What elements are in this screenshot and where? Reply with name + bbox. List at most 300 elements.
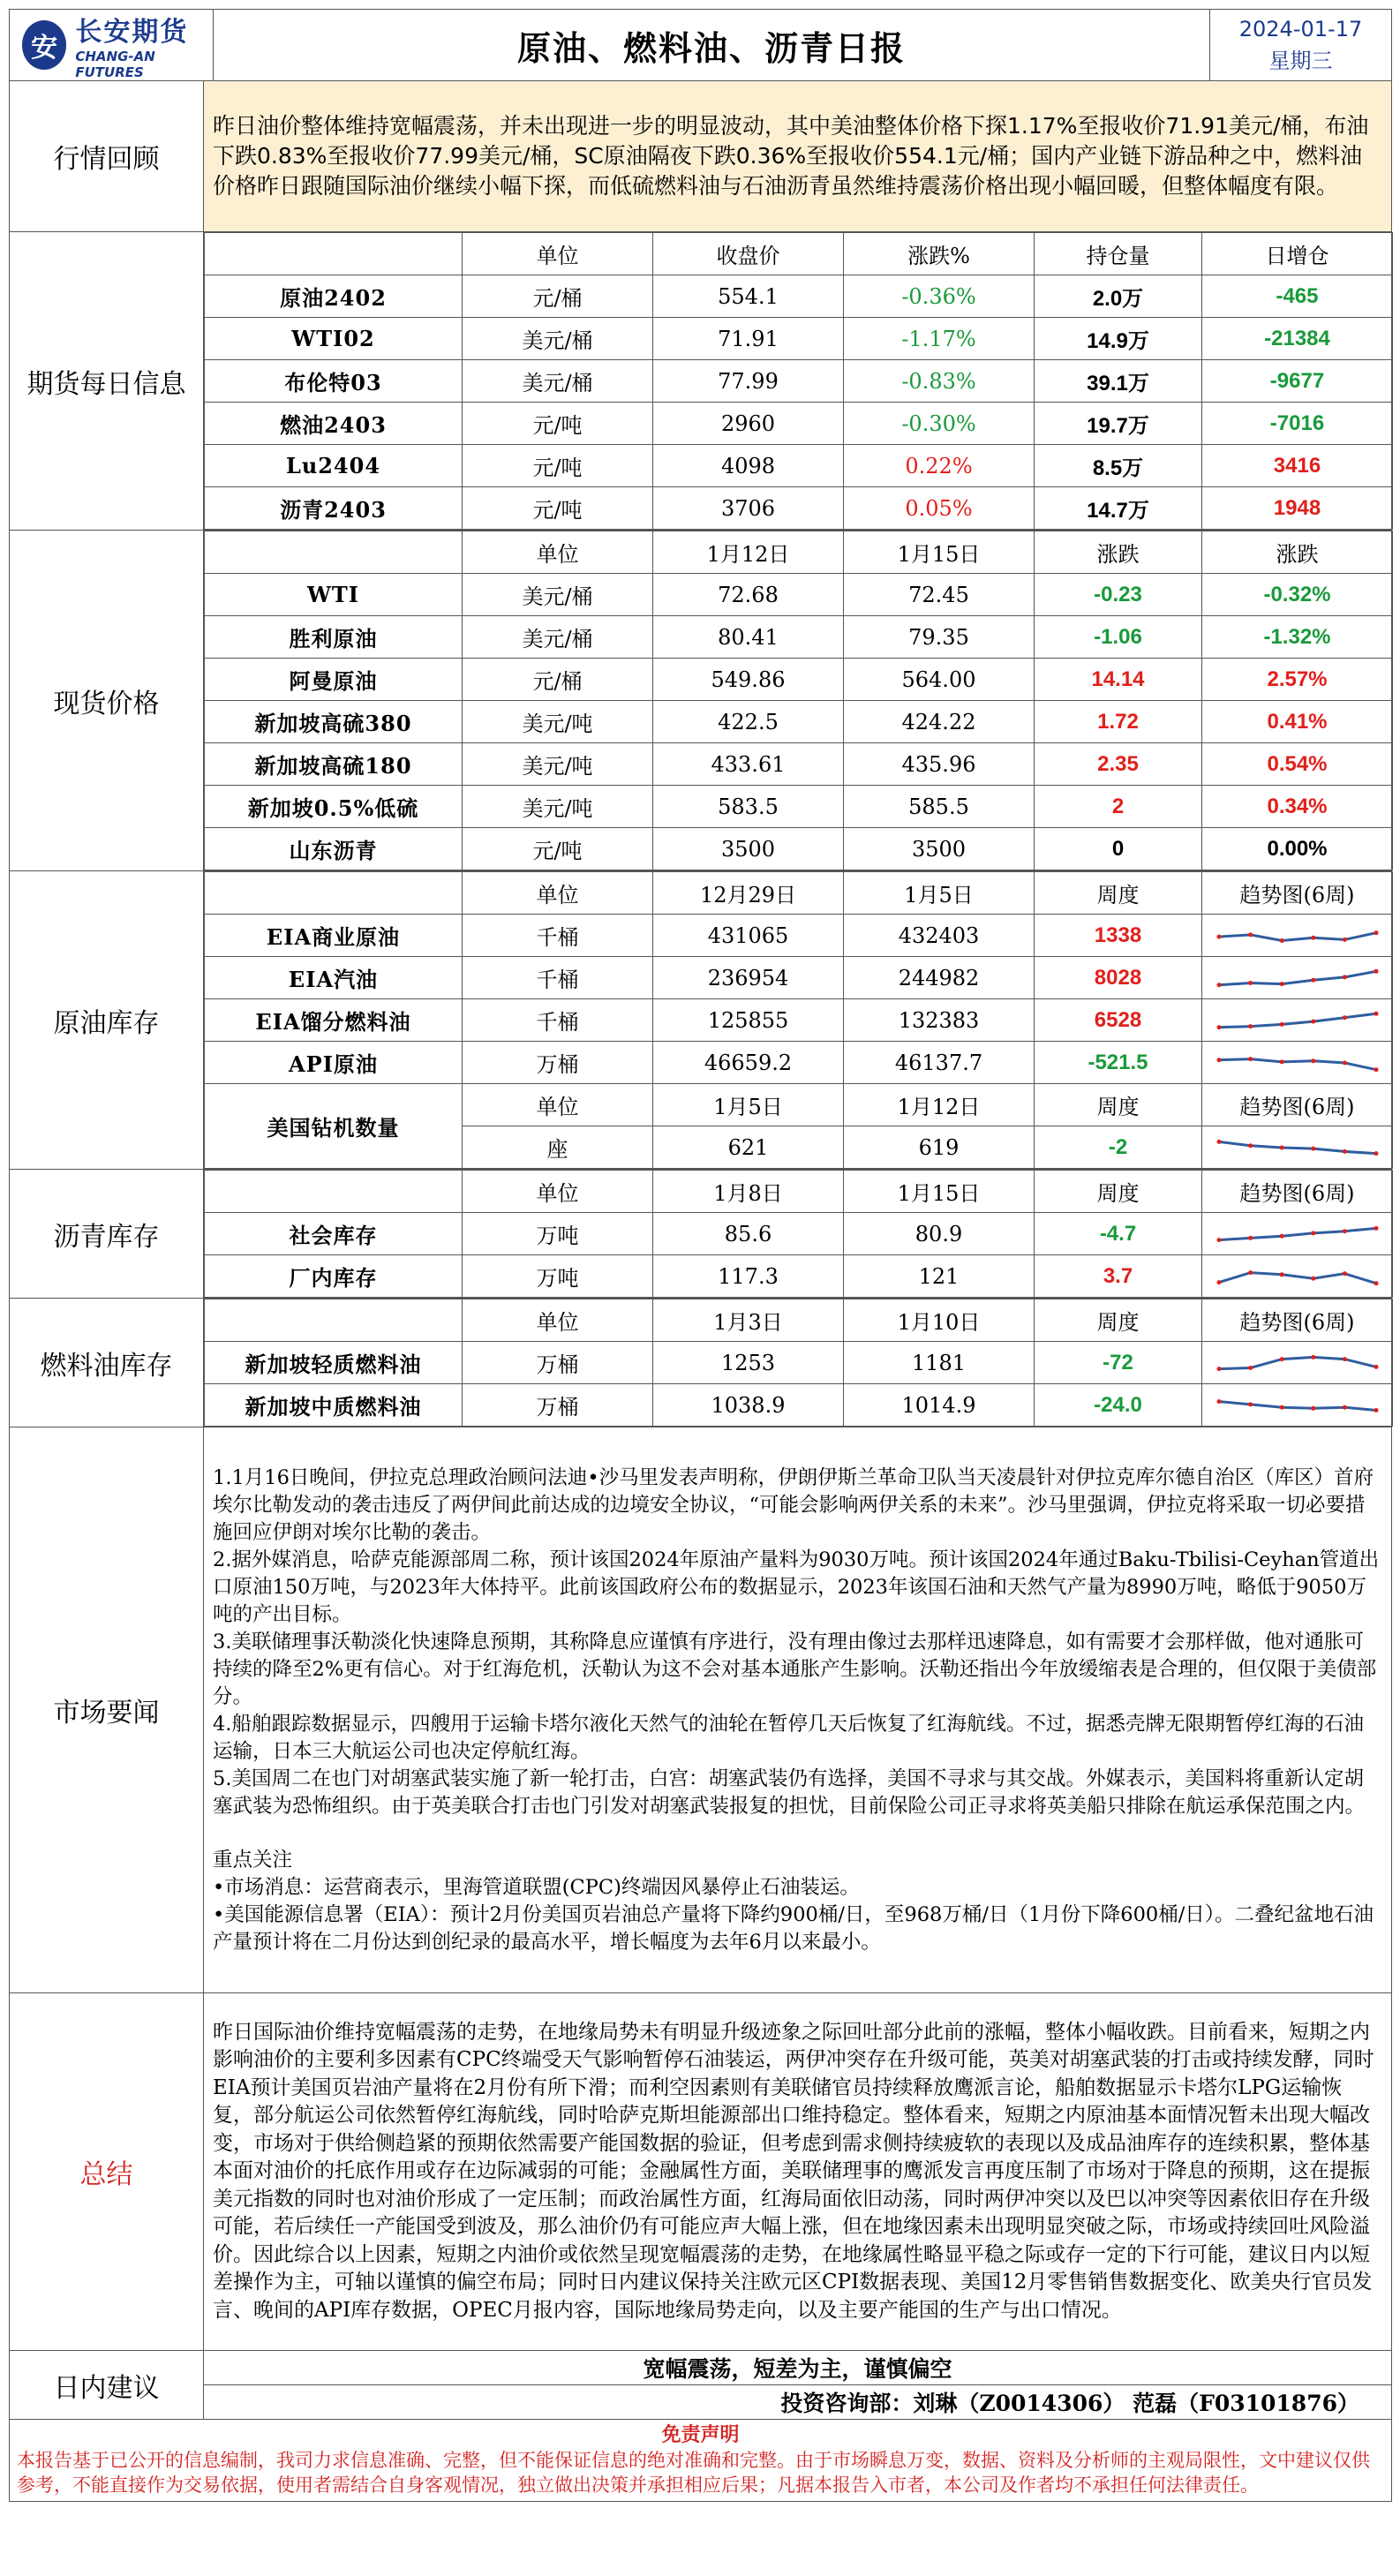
trend-point bbox=[1342, 1357, 1346, 1361]
contract-name: Lu2404 bbox=[205, 445, 463, 487]
spot-header-cell: 1月12日 bbox=[653, 531, 844, 574]
asphalt-inventory-header-cell: 1月8日 bbox=[653, 1171, 844, 1213]
date-text: 2024-01-17 bbox=[1238, 17, 1363, 41]
spot-header-cell: 1月15日 bbox=[844, 531, 1035, 574]
trend-point bbox=[1216, 1139, 1221, 1143]
product-name: WTI bbox=[205, 574, 463, 616]
value-prev: 621 bbox=[653, 1126, 844, 1169]
item-name: EIA商业原油 bbox=[205, 915, 463, 957]
trend-point bbox=[1216, 1399, 1221, 1404]
weekly-change: 8028 bbox=[1035, 957, 1202, 999]
fuel-inventory-table bbox=[204, 1299, 1393, 1427]
crude-inventory-header-cell: 周度 bbox=[1035, 872, 1202, 915]
crude-inventory-header-cell bbox=[205, 872, 463, 915]
futures-label: 期货每日信息 bbox=[10, 232, 204, 531]
futures-row bbox=[205, 275, 1393, 318]
unit: 万吨 bbox=[463, 1213, 653, 1255]
asphalt-inventory-row bbox=[205, 1255, 1393, 1298]
change-pct: -1.32% bbox=[1202, 616, 1393, 659]
unit: 美元/桶 bbox=[463, 574, 653, 616]
trend-line bbox=[1219, 1272, 1376, 1283]
price-day2: 435.96 bbox=[844, 743, 1035, 786]
weekly-change: -4.7 bbox=[1035, 1213, 1202, 1255]
item-name: EIA馏分燃料油 bbox=[205, 999, 463, 1042]
change-pct: -0.83% bbox=[844, 360, 1035, 403]
trend-point bbox=[1374, 968, 1378, 973]
value-latest: 132383 bbox=[844, 999, 1035, 1042]
trend-line bbox=[1219, 1058, 1376, 1069]
trend-point bbox=[1279, 1357, 1283, 1361]
trend-sparkline bbox=[1214, 1048, 1381, 1078]
unit: 千桶 bbox=[463, 999, 653, 1042]
trend-point bbox=[1279, 1145, 1283, 1149]
contract-name: WTI02 bbox=[205, 318, 463, 360]
trend-point bbox=[1248, 1024, 1253, 1028]
trend-sparkline bbox=[1214, 1262, 1381, 1292]
product-name: 山东沥青 bbox=[205, 828, 463, 870]
open-interest: 19.7万 bbox=[1035, 403, 1202, 445]
asphalt-inventory-header-cell: 1月15日 bbox=[844, 1171, 1035, 1213]
price-day2: 3500 bbox=[844, 828, 1035, 870]
price-day1: 422.5 bbox=[653, 701, 844, 743]
trend-point bbox=[1216, 1025, 1221, 1029]
unit: 美元/吨 bbox=[463, 743, 653, 786]
change-value: 2.35 bbox=[1035, 743, 1202, 786]
weekly-change: -2 bbox=[1035, 1126, 1202, 1169]
trend-line bbox=[1219, 971, 1376, 984]
unit: 美元/桶 bbox=[463, 360, 653, 403]
report-title: 原油、燃料油、沥青日报 bbox=[516, 28, 906, 68]
change-value: -0.23 bbox=[1035, 574, 1202, 616]
crude-inventory-row bbox=[205, 957, 1393, 999]
disclaimer bbox=[10, 2420, 1392, 2502]
news-item: 2.据外媒消息，哈萨克能源部周二称，预计该国2024年原油产量料为9030万吨。预计该国2024年通过Baku-Tbilisi-Ceyhan管道出口原油150万吨，与2023年大体持平。此前该国政府公布的数据显示，2023年该国石油和天然气产量为8990万吨，略低于9050万吨的产出目标。 bbox=[213, 1548, 1380, 1626]
rig-header-cell: 趋势图(6周) bbox=[1202, 1084, 1393, 1126]
value-latest: 1014.9 bbox=[844, 1384, 1035, 1427]
change-pct: 0.05% bbox=[844, 487, 1035, 530]
rig-header-cell: 周度 bbox=[1035, 1084, 1202, 1126]
close-price: 3706 bbox=[653, 487, 844, 530]
focus-item: •市场消息：运营商表示，里海管道联盟(CPC)终端因风暴停止石油装运。 bbox=[213, 1875, 860, 1899]
product-name: 胜利原油 bbox=[205, 616, 463, 659]
trend-point bbox=[1311, 1019, 1315, 1023]
trend-point bbox=[1311, 1276, 1315, 1280]
unit: 万桶 bbox=[463, 1384, 653, 1427]
asphalt-inventory-row bbox=[205, 1213, 1393, 1255]
change-pct: -0.30% bbox=[844, 403, 1035, 445]
spot-row bbox=[205, 701, 1393, 743]
value-prev: 46659.2 bbox=[653, 1042, 844, 1084]
contract-name: 沥青2403 bbox=[205, 487, 463, 530]
spot-header-cell: 单位 bbox=[463, 531, 653, 574]
trend-point bbox=[1311, 1231, 1315, 1235]
price-day2: 585.5 bbox=[844, 786, 1035, 828]
open-interest: 14.9万 bbox=[1035, 318, 1202, 360]
futures-header-cell: 单位 bbox=[463, 233, 653, 275]
trend-sparkline bbox=[1214, 1006, 1381, 1036]
change-value: 14.14 bbox=[1035, 659, 1202, 701]
asphalt-inventory-label: 沥青库存 bbox=[10, 1170, 204, 1299]
report-table bbox=[9, 9, 1392, 2502]
unit: 元/吨 bbox=[463, 828, 653, 870]
price-day1: 583.5 bbox=[653, 786, 844, 828]
trend-sparkline bbox=[1214, 1348, 1381, 1378]
rig-header-row bbox=[205, 1084, 1393, 1126]
disclaimer-title: 免责声明 bbox=[661, 2424, 740, 2446]
daily-increase: 3416 bbox=[1202, 445, 1393, 487]
fuel-inventory-header-cell: 1月10日 bbox=[844, 1299, 1035, 1342]
futures-header-cell: 收盘价 bbox=[653, 233, 844, 275]
weekly-change: 3.7 bbox=[1035, 1255, 1202, 1298]
trend-chart bbox=[1202, 999, 1393, 1042]
fuel-inventory-header-cell: 1月3日 bbox=[653, 1299, 844, 1342]
news-item: 4.船舶跟踪数据显示，四艘用于运输卡塔尔液化天然气的油轮在暂停几天后恢复了红海航线。不过，据悉壳牌无限期暂停红海的石油运输，日本三大航运公司也决定停航红海。 bbox=[213, 1712, 1364, 1763]
contract-name: 布伦特03 bbox=[205, 360, 463, 403]
crude-inventory-header-cell: 趋势图(6周) bbox=[1202, 872, 1393, 915]
spot-header-cell: 涨跌 bbox=[1202, 531, 1393, 574]
trend-point bbox=[1374, 1281, 1378, 1285]
value-prev: 236954 bbox=[653, 957, 844, 999]
product-name: 新加坡0.5%低硫 bbox=[205, 786, 463, 828]
fuel-inventory-header-cell bbox=[205, 1299, 463, 1342]
trend-point bbox=[1279, 1021, 1283, 1026]
price-day2: 72.45 bbox=[844, 574, 1035, 616]
rig-header-cell: 1月5日 bbox=[653, 1084, 844, 1126]
trend-line bbox=[1219, 1228, 1376, 1239]
trend-point bbox=[1216, 934, 1221, 938]
price-day1: 433.61 bbox=[653, 743, 844, 786]
crude-inventory-row bbox=[205, 1042, 1393, 1084]
trend-point bbox=[1342, 1149, 1346, 1153]
spot-row bbox=[205, 659, 1393, 701]
trend-chart bbox=[1202, 1384, 1393, 1427]
futures-row bbox=[205, 403, 1393, 445]
price-day1: 3500 bbox=[653, 828, 844, 870]
futures-header-row bbox=[205, 233, 1393, 275]
trend-point bbox=[1342, 1229, 1346, 1233]
change-value: 0 bbox=[1035, 828, 1202, 870]
item-name: 新加坡中质燃料油 bbox=[205, 1384, 463, 1427]
price-day1: 72.68 bbox=[653, 574, 844, 616]
product-name: 阿曼原油 bbox=[205, 659, 463, 701]
trend-chart bbox=[1202, 1342, 1393, 1384]
summary-label: 总结 bbox=[10, 1993, 204, 2351]
trend-point bbox=[1279, 1233, 1283, 1238]
trend-point bbox=[1248, 932, 1253, 937]
trend-point bbox=[1374, 1225, 1378, 1230]
trend-line bbox=[1219, 1141, 1376, 1153]
fuel-inventory-header-cell: 趋势图(6周) bbox=[1202, 1299, 1393, 1342]
unit: 座 bbox=[463, 1126, 653, 1169]
trend-sparkline bbox=[1214, 1219, 1381, 1249]
asphalt-inventory-header-cell: 趋势图(6周) bbox=[1202, 1171, 1393, 1213]
trend-point bbox=[1279, 1272, 1283, 1277]
change-value: 2 bbox=[1035, 786, 1202, 828]
crude-inventory-row bbox=[205, 999, 1393, 1042]
summary-text: 昨日国际油价维持宽幅震荡的走势，在地缘局势未有明显升级迹象之际回吐部分此前的涨幅，整体小幅收跌。目前看来，短期之内影响油价的主要利多因素有CPC终端受天气影响暂停石油装运，两伊冲突存在升级可能，英美对胡塞武装的打击或持续发酵，同时EIA预计美国页岩油产量将在2月份有所下滑；而利空因素则有美联储官员持续释放鹰派言论，船舶数据显示卡塔尔LPG运输恢复，部分航运公司依然暂停红海航线，同时哈萨克斯坦能源部出口维持稳定。整体看来，短期之内原油基本面情况暂未出现大幅改变，市场对于供给侧趋紧的预期依然需要产能国数据的验证，但考虑到需求侧持续疲软的表现以及成品油库存的连续积累，整体基本面对油价的托底作用或存在边际减弱的可能；金融属性方面，美联储理事的鹰派发言再度压制了市场对于降息的预期，这在提振美元指数的同时也对油价形成了一定压制；而政治属性方面，红海局面依旧动荡，同时两伊冲突以及巴以冲突等因素依旧存在升级可能，若后续任一产能国受到波及，那么油价仍有可能应声大幅上涨，但在地缘因素未出现明显突破之际，市场或持续回吐风险溢价。因此综合以上因素，短期之内油价或依然呈现宽幅震荡的走势，在地缘属性略显平稳之际或存一定的下行可能，建议日内以短差操作为主，可轴以谨慎的偏空布局；同时日内建议保持关注欧元区CPI数据表现、美国12月零售销售数据变化、欧美央行官员发言、晚间的API库存数据，OPEC月报内容，国际地缘局势走向，以及主要产能国的生产与出口情况。 bbox=[204, 1993, 1392, 2351]
unit: 美元/吨 bbox=[463, 786, 653, 828]
trend-point bbox=[1311, 1354, 1315, 1359]
crude-inventory-header-cell: 1月5日 bbox=[844, 872, 1035, 915]
change-pct: 0.54% bbox=[1202, 743, 1393, 786]
trend-chart bbox=[1202, 1126, 1393, 1169]
change-pct: 0.41% bbox=[1202, 701, 1393, 743]
news-item: 5.美国周二在也门对胡塞武装实施了新一轮打击，白宫：胡塞武装仍有选择，美国不寻求与其交战。外媒表示，美国料将重新认定胡塞武装为恐怖组织。由于英美联合打击也门引发对胡塞武装报复的担忧，目前保险公司正寻求将英美船只排除在航运承保范围之内。 bbox=[213, 1766, 1366, 1818]
trend-chart bbox=[1202, 915, 1393, 957]
spot-row bbox=[205, 743, 1393, 786]
value-prev: 431065 bbox=[653, 915, 844, 957]
close-price: 2960 bbox=[653, 403, 844, 445]
futures-row bbox=[205, 487, 1393, 530]
value-prev: 125855 bbox=[653, 999, 844, 1042]
trend-sparkline bbox=[1214, 921, 1381, 951]
change-pct: 2.57% bbox=[1202, 659, 1393, 701]
trend-point bbox=[1374, 1067, 1378, 1072]
value-latest: 619 bbox=[844, 1126, 1035, 1169]
trend-point bbox=[1311, 1146, 1315, 1150]
trend-point bbox=[1374, 930, 1378, 935]
price-day2: 564.00 bbox=[844, 659, 1035, 701]
futures-header-cell: 持仓量 bbox=[1035, 233, 1202, 275]
trend-point bbox=[1248, 1057, 1253, 1061]
report-page bbox=[9, 9, 1391, 2502]
trend-point bbox=[1374, 1011, 1378, 1015]
trend-line bbox=[1219, 1013, 1376, 1027]
news-section bbox=[204, 1427, 1392, 1993]
trend-point bbox=[1248, 1402, 1253, 1406]
trend-point bbox=[1248, 1235, 1253, 1239]
contract-name: 原油2402 bbox=[205, 275, 463, 318]
trend-point bbox=[1279, 1059, 1283, 1064]
trend-point bbox=[1216, 1238, 1221, 1242]
trend-chart bbox=[1202, 1255, 1393, 1298]
unit: 元/桶 bbox=[463, 275, 653, 318]
weekly-change: -521.5 bbox=[1035, 1042, 1202, 1084]
weekday-text: 星期三 bbox=[1268, 49, 1333, 73]
trend-sparkline bbox=[1214, 963, 1381, 993]
crude-inventory-row bbox=[205, 915, 1393, 957]
open-interest: 8.5万 bbox=[1035, 445, 1202, 487]
weekly-change: -24.0 bbox=[1035, 1384, 1202, 1427]
price-day1: 80.41 bbox=[653, 616, 844, 659]
daily-increase: 1948 bbox=[1202, 487, 1393, 530]
asphalt-inventory-header-row bbox=[205, 1171, 1393, 1213]
unit: 万桶 bbox=[463, 1042, 653, 1084]
crude-inventory-header-cell: 单位 bbox=[463, 872, 653, 915]
trend-sparkline bbox=[1214, 1133, 1381, 1163]
spot-row bbox=[205, 574, 1393, 616]
daily-increase: -7016 bbox=[1202, 403, 1393, 445]
unit: 美元/桶 bbox=[463, 616, 653, 659]
rig-header-cell: 单位 bbox=[463, 1084, 653, 1126]
trend-point bbox=[1342, 937, 1346, 941]
value-latest: 46137.7 bbox=[844, 1042, 1035, 1084]
trend-point bbox=[1311, 1405, 1315, 1410]
change-pct: 0.34% bbox=[1202, 786, 1393, 828]
unit: 元/桶 bbox=[463, 659, 653, 701]
close-price: 77.99 bbox=[653, 360, 844, 403]
unit: 元/吨 bbox=[463, 487, 653, 530]
item-name: 厂内库存 bbox=[205, 1255, 463, 1298]
futures-row bbox=[205, 445, 1393, 487]
fuel-inventory-header-cell: 单位 bbox=[463, 1299, 653, 1342]
change-pct: -0.36% bbox=[844, 275, 1035, 318]
fuel-inventory-row bbox=[205, 1384, 1393, 1427]
trend-point bbox=[1248, 1366, 1253, 1370]
asphalt-inventory-table bbox=[204, 1170, 1393, 1298]
trend-point bbox=[1248, 1270, 1253, 1275]
fuel-inventory-row bbox=[205, 1342, 1393, 1384]
change-pct: 0.22% bbox=[844, 445, 1035, 487]
logo-emblem-icon: 安 bbox=[22, 20, 66, 70]
futures-header-cell: 涨跌% bbox=[844, 233, 1035, 275]
trend-point bbox=[1374, 1408, 1378, 1412]
news-label: 市场要闻 bbox=[10, 1427, 204, 1993]
change-pct: -1.17% bbox=[844, 318, 1035, 360]
spot-row bbox=[205, 786, 1393, 828]
unit: 千桶 bbox=[463, 957, 653, 999]
close-price: 71.91 bbox=[653, 318, 844, 360]
unit: 美元/吨 bbox=[463, 701, 653, 743]
trend-point bbox=[1216, 1280, 1221, 1284]
open-interest: 2.0万 bbox=[1035, 275, 1202, 318]
contract-name: 燃油2403 bbox=[205, 403, 463, 445]
review-text: 昨日油价整体维持宽幅震荡，并未出现进一步的明显波动，其中美油整体价格下探1.17%至报收价71.91美元/桶，布油下跌0.83%至报收价77.99美元/桶，SC原油隔夜下跌0.36%至报收价554.1元/桶；国内产业链下游品种之中，燃料油价格昨日跟随国际油价继续小幅下探，而低硫燃料油与石油沥青虽然维持震荡价格出现小幅回暖，但整体幅度有限。 bbox=[204, 81, 1392, 232]
value-prev: 85.6 bbox=[653, 1213, 844, 1255]
spot-table bbox=[204, 531, 1393, 870]
crude-inventory-table bbox=[204, 871, 1393, 1169]
spot-row bbox=[205, 828, 1393, 870]
trend-chart bbox=[1202, 1213, 1393, 1255]
disclaimer-text: 本报告基于已公开的信息编制，我司力求信息准确、完整，但不能保证信息的绝对准确和完整。由于市场瞬息万变，数据、资料及分析师的主观局限性，文中建议仅供参考，不能直接作为交易依据，使用者需结合自身客观情况，独立做出决策并承担相应后果；凡据本报告入市者，本公司及作者均不承担任何法律责任。 bbox=[17, 2450, 1370, 2496]
weekly-change: 1338 bbox=[1035, 915, 1202, 957]
crude-inventory-label: 原油库存 bbox=[10, 871, 204, 1170]
trend-point bbox=[1279, 938, 1283, 943]
price-day2: 424.22 bbox=[844, 701, 1035, 743]
unit: 美元/桶 bbox=[463, 318, 653, 360]
focus-title: 重点关注 bbox=[213, 1848, 293, 1872]
item-name: API原油 bbox=[205, 1042, 463, 1084]
unit: 万桶 bbox=[463, 1342, 653, 1384]
trend-chart bbox=[1202, 1042, 1393, 1084]
change-value: -1.06 bbox=[1035, 616, 1202, 659]
value-prev: 117.3 bbox=[653, 1255, 844, 1298]
advice-text: 宽幅震荡，短差为主，谨慎偏空 bbox=[204, 2351, 1392, 2385]
trend-point bbox=[1342, 1015, 1346, 1020]
review-label: 行情回顾 bbox=[10, 81, 204, 232]
price-day1: 549.86 bbox=[653, 659, 844, 701]
asphalt-inventory-header-cell: 周度 bbox=[1035, 1171, 1202, 1213]
close-price: 4098 bbox=[653, 445, 844, 487]
unit: 万吨 bbox=[463, 1255, 653, 1298]
change-pct: 0.00% bbox=[1202, 828, 1393, 870]
spot-header-cell: 涨跌 bbox=[1035, 531, 1202, 574]
open-interest: 39.1万 bbox=[1035, 360, 1202, 403]
value-latest: 432403 bbox=[844, 915, 1035, 957]
spot-row bbox=[205, 616, 1393, 659]
trend-point bbox=[1216, 1058, 1221, 1062]
unit: 千桶 bbox=[463, 915, 653, 957]
close-price: 554.1 bbox=[653, 275, 844, 318]
trend-chart bbox=[1202, 957, 1393, 999]
trend-point bbox=[1342, 1271, 1346, 1276]
rig-name: 美国钻机数量 bbox=[205, 1084, 463, 1169]
price-day2: 79.35 bbox=[844, 616, 1035, 659]
trend-point bbox=[1374, 1364, 1378, 1368]
trend-point bbox=[1248, 1143, 1253, 1148]
item-name: EIA汽油 bbox=[205, 957, 463, 999]
fuel-inventory-header-row bbox=[205, 1299, 1393, 1342]
weekly-change: -72 bbox=[1035, 1342, 1202, 1384]
unit: 元/吨 bbox=[463, 445, 653, 487]
logo bbox=[10, 10, 214, 80]
trend-point bbox=[1216, 1367, 1221, 1371]
trend-point bbox=[1342, 1405, 1346, 1409]
value-prev: 1253 bbox=[653, 1342, 844, 1384]
contact-info: 投资咨询部：刘琳（Z0014306） 范磊（F03101876） bbox=[204, 2385, 1392, 2420]
daily-increase: -9677 bbox=[1202, 360, 1393, 403]
value-latest: 121 bbox=[844, 1255, 1035, 1298]
futures-row bbox=[205, 360, 1393, 403]
news-item: 3.美联储理事沃勒淡化快速降息预期，其称降息应谨慎有序进行，没有理由像过去那样迅速降息，如有需要才会那样做，他对通胀可持续的降至2%更有信心。对于红海危机，沃勒认为这不会对基本通胀产生影响。沃勒还指出今年放缓缩表是合理的，但仅限于美债部分。 bbox=[213, 1630, 1377, 1708]
focus-item: •美国能源信息署（EIA）：预计2月份美国页岩油总产量将下降约900桶/日，至968万桶/日（1月份下降600桶/日）。二叠纪盆地石油产量预计将在二月份达到创纪录的最高水平，增长幅度为去年6月以来最小。 bbox=[213, 1902, 1374, 1954]
trend-point bbox=[1342, 1060, 1346, 1065]
trend-point bbox=[1311, 1058, 1315, 1063]
advice-label: 日内建议 bbox=[10, 2351, 204, 2420]
trend-point bbox=[1311, 935, 1315, 939]
product-name: 新加坡高硫180 bbox=[205, 743, 463, 786]
rig-header-cell: 1月12日 bbox=[844, 1084, 1035, 1126]
change-value: 1.72 bbox=[1035, 701, 1202, 743]
trend-sparkline bbox=[1214, 1390, 1381, 1420]
report-date bbox=[1210, 10, 1392, 80]
trend-line bbox=[1219, 1401, 1376, 1410]
trend-point bbox=[1374, 1151, 1378, 1156]
company-name-cn: 长安期货 bbox=[75, 17, 189, 48]
product-name: 新加坡高硫380 bbox=[205, 701, 463, 743]
item-name: 社会库存 bbox=[205, 1213, 463, 1255]
value-latest: 1181 bbox=[844, 1342, 1035, 1384]
crude-inventory-header-cell: 12月29日 bbox=[653, 872, 844, 915]
spot-header-cell bbox=[205, 531, 463, 574]
value-latest: 80.9 bbox=[844, 1213, 1035, 1255]
value-latest: 244982 bbox=[844, 957, 1035, 999]
trend-point bbox=[1279, 1405, 1283, 1409]
fuel-inventory-label: 燃料油库存 bbox=[10, 1299, 204, 1427]
daily-increase: -21384 bbox=[1202, 318, 1393, 360]
trend-point bbox=[1279, 982, 1283, 986]
futures-header-cell: 日增仓 bbox=[1202, 233, 1393, 275]
futures-table bbox=[204, 232, 1393, 530]
company-name-en: CHANG-AN FUTURES bbox=[75, 49, 155, 80]
spot-label: 现货价格 bbox=[10, 531, 204, 871]
trend-line bbox=[1219, 932, 1376, 940]
futures-row bbox=[205, 318, 1393, 360]
crude-inventory-header-row bbox=[205, 872, 1393, 915]
trend-point bbox=[1248, 981, 1253, 985]
news-item: 1.1月16日晚间，伊拉克总理政治顾问法迪•沙马里发表声明称，伊朗伊斯兰革命卫队当天凌晨针对伊拉克库尔德自治区（库区）首府埃尔比勒发动的袭击违反了两伊间此前达成的边境安全协议，“可能会影响两伊关系的未来”。沙马里强调，伊拉克将采取一切必要措施回应伊朗对埃尔比勒的袭击。 bbox=[213, 1465, 1374, 1544]
trend-point bbox=[1311, 977, 1315, 982]
value-prev: 1038.9 bbox=[653, 1384, 844, 1427]
trend-point bbox=[1216, 983, 1221, 987]
unit: 元/吨 bbox=[463, 403, 653, 445]
change-pct: -0.32% bbox=[1202, 574, 1393, 616]
weekly-change: 6528 bbox=[1035, 999, 1202, 1042]
open-interest: 14.7万 bbox=[1035, 487, 1202, 530]
fuel-inventory-header-cell: 周度 bbox=[1035, 1299, 1202, 1342]
trend-line bbox=[1219, 1357, 1376, 1368]
asphalt-inventory-header-cell: 单位 bbox=[463, 1171, 653, 1213]
